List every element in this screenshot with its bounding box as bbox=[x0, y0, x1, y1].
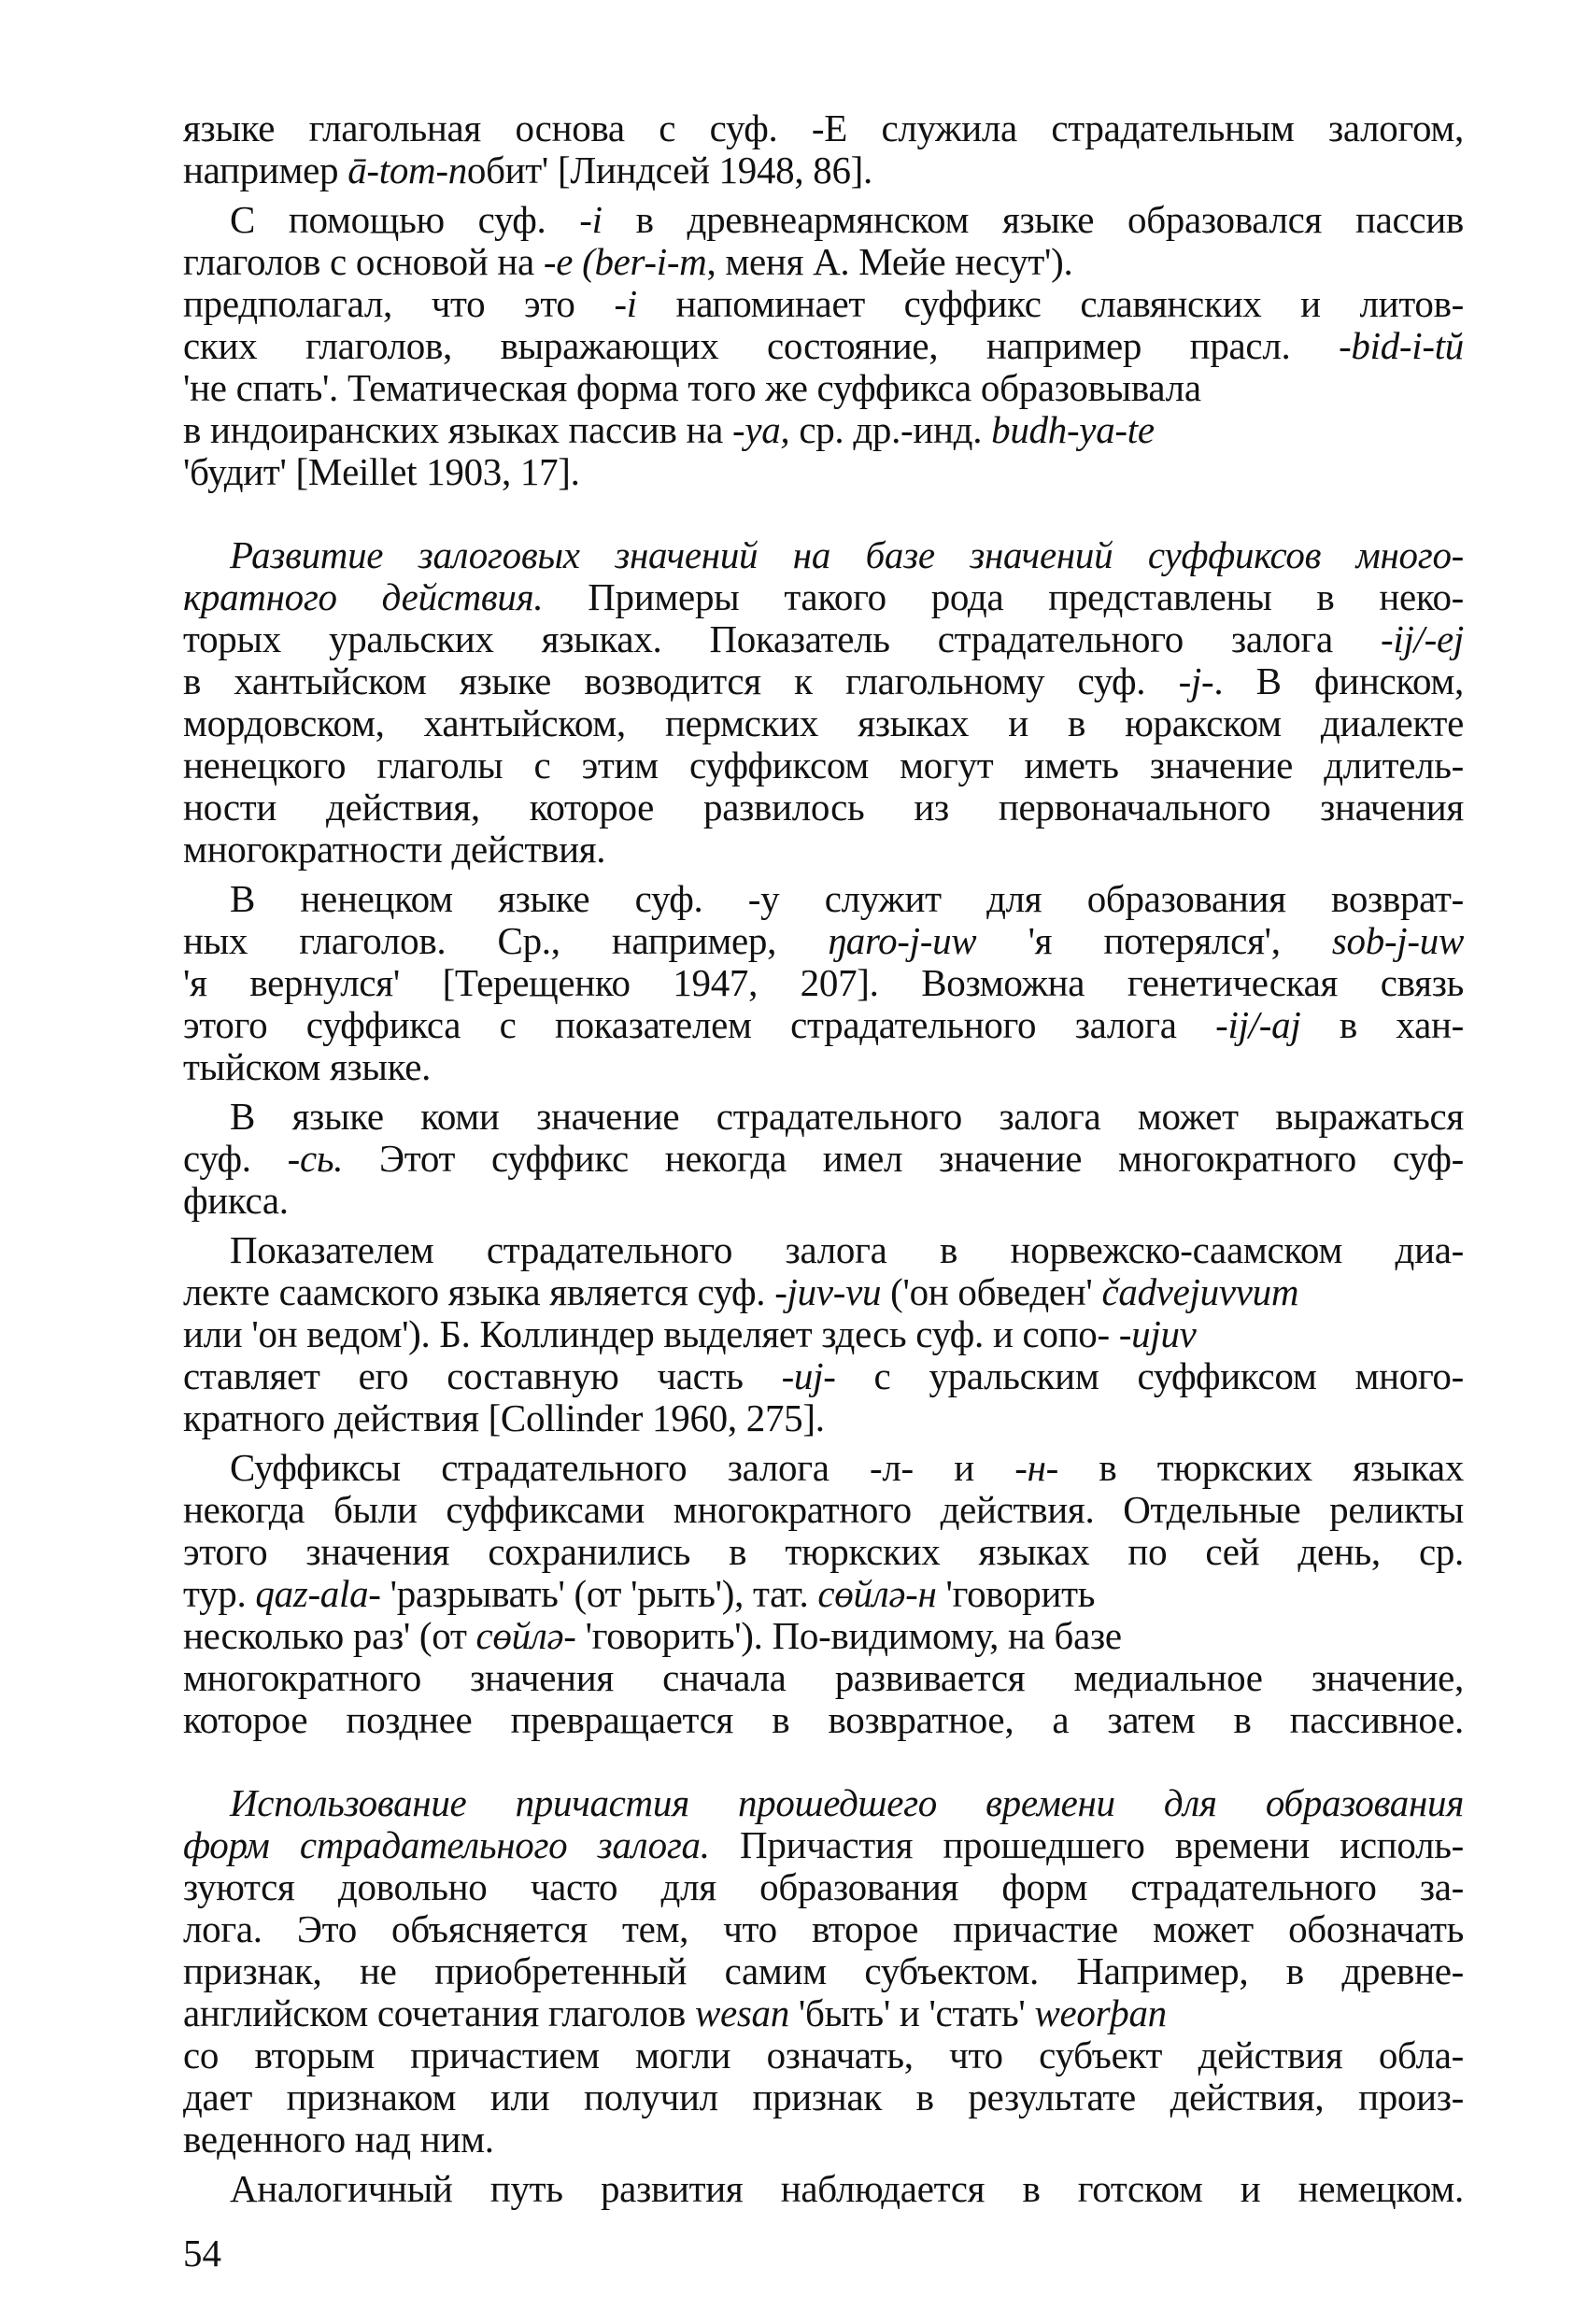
text-line bbox=[230, 1096, 1464, 1138]
text-line bbox=[183, 2076, 1464, 2119]
text-run: 'я вернулся' [Терещенко 1947, 207]. Возможна генетическая связь bbox=[183, 961, 1464, 1004]
text-run: В языке коми значение страдательного залога может выражаться bbox=[230, 1095, 1464, 1138]
text-run: ненецкого глаголы с этим суффиксом могут иметь значение длитель- bbox=[183, 744, 1464, 786]
text-run: 'говорить bbox=[936, 1572, 1096, 1615]
italic-term: -ya, bbox=[731, 408, 790, 451]
italic-term: čadvejuvvum bbox=[1101, 1270, 1299, 1313]
text-line bbox=[230, 2168, 1464, 2210]
text-run: английском сочетания глаголов bbox=[183, 1991, 695, 2034]
text-line bbox=[183, 786, 1464, 829]
italic-term: wesan bbox=[694, 1991, 789, 2034]
text-run: В ненецком языке суф. -у служит для образования возврат- bbox=[230, 877, 1464, 920]
text-run: ности действия, которое развилось из первоначального значения bbox=[183, 786, 1464, 829]
text-line bbox=[183, 1489, 1464, 1531]
text-run: которое позднее превращается в возвратное, а затем в пассивное. bbox=[183, 1698, 1464, 1741]
text-run: несколько раз' (от bbox=[183, 1614, 476, 1657]
text-run: 'разрывать' (от 'рыть'), тат. bbox=[380, 1572, 818, 1615]
text-run: многократного значения сначала развивается медиальное значение, bbox=[183, 1656, 1464, 1699]
text-line bbox=[230, 1447, 1464, 1489]
italic-term: qaz-ala- bbox=[255, 1572, 381, 1615]
text-line bbox=[183, 702, 1464, 744]
italic-term: -bid-i-tŭ bbox=[1339, 324, 1464, 367]
italic-term: сөйлә-н bbox=[817, 1572, 937, 1615]
text-line bbox=[183, 618, 1464, 660]
text-line bbox=[183, 149, 1464, 191]
italic-term: ŋaro-j-uw bbox=[828, 919, 977, 962]
text-line bbox=[183, 1908, 1464, 1950]
text-line bbox=[183, 2119, 1464, 2161]
italic-term: -e (ber-i-m bbox=[543, 240, 707, 283]
text-run: торых уральских языках. Показатель страдательного залога bbox=[183, 617, 1382, 660]
text-run: например bbox=[183, 149, 348, 191]
text-run: языке глагольная основа с суф. -Е служила страдательным залогом, bbox=[183, 106, 1464, 149]
text-run: 'я потерялся', bbox=[976, 919, 1332, 962]
text-run: ('он обведен' bbox=[881, 1270, 1102, 1313]
text-line bbox=[183, 1950, 1464, 1992]
text-run: фикса. bbox=[183, 1179, 289, 1222]
text-line bbox=[183, 829, 1464, 871]
text-run: глаголов с основой на bbox=[183, 240, 544, 283]
text-run: ставляет его составную часть bbox=[183, 1354, 782, 1397]
text-line bbox=[183, 1866, 1464, 1908]
text-run: ср. др.-инд. bbox=[789, 408, 992, 451]
text-run: суф. bbox=[183, 1137, 288, 1180]
italic-term: -н- bbox=[1014, 1446, 1058, 1489]
text-run: зуются довольно часто для образования форм страдательного за- bbox=[183, 1865, 1464, 1908]
text-run: напоминает суффикс славянских и литов- bbox=[636, 282, 1465, 325]
text-run: 'будит' [Meillet 1903, 17]. bbox=[183, 450, 580, 493]
text-run: 'говорить'). По-видимому, на базе bbox=[575, 1614, 1122, 1657]
text-run: лекте саамского языка является суф. bbox=[183, 1270, 775, 1313]
text-run: ных глаголов. Ср., например, bbox=[183, 919, 829, 962]
text-line bbox=[183, 1992, 1464, 2034]
text-line bbox=[183, 1271, 1464, 1313]
text-line bbox=[183, 1046, 1464, 1088]
text-run: предполагал, что это bbox=[183, 282, 615, 325]
text-line bbox=[183, 241, 1464, 283]
text-run: С помощью суф. bbox=[230, 198, 580, 241]
italic-term: -ujuv bbox=[1118, 1312, 1197, 1355]
text-run: дает признаком или получил признак в результате действия, произ- bbox=[183, 2076, 1464, 2119]
text-line bbox=[183, 107, 1464, 149]
text-line bbox=[183, 1313, 1464, 1355]
text-line bbox=[183, 576, 1464, 618]
text-run: или 'он ведом'). Б. Коллиндер выделяет здесь суф. и сопо- bbox=[183, 1312, 1119, 1355]
text-line bbox=[230, 1782, 1464, 1824]
text-line bbox=[183, 325, 1464, 367]
italic-term: -j- bbox=[1178, 659, 1214, 702]
text-line bbox=[183, 1004, 1464, 1046]
italic-term: ā-tom-n bbox=[347, 149, 467, 191]
italic-term: weorþan bbox=[1034, 1991, 1167, 2034]
text-line bbox=[183, 367, 1464, 409]
text-run: , меня А. Мейе несут'). bbox=[706, 240, 1073, 283]
text-run: в хантыйском языке возводится к глагольному суф. bbox=[183, 659, 1179, 702]
italic-term: кратного действия. bbox=[183, 575, 544, 618]
text-run: многократности действия. bbox=[183, 828, 606, 871]
text-run: тыйском языке. bbox=[183, 1045, 432, 1088]
text-line bbox=[183, 1138, 1464, 1180]
text-line bbox=[183, 744, 1464, 786]
text-run: тур. bbox=[183, 1572, 256, 1615]
text-line bbox=[183, 1824, 1464, 1866]
text-line bbox=[183, 451, 1464, 493]
italic-term: -i bbox=[579, 198, 603, 241]
italic-term: -i bbox=[614, 282, 637, 325]
italic-term: Развитие залоговых значений на базе значений суффиксов много- bbox=[230, 533, 1464, 576]
italic-term: -uj- bbox=[781, 1354, 836, 1397]
italic-term: -ij/-ej bbox=[1381, 617, 1464, 660]
text-run: признак, не приобретенный самим субъектом. Например, в древне- bbox=[183, 1949, 1464, 1992]
text-run: в древнеармянском языке образовался пассив bbox=[602, 198, 1464, 241]
text-run: мордовском, хантыйском, пермских языках и в юракском диалекте bbox=[183, 701, 1464, 744]
text-run: лога. Это объясняется тем, что второе причастие может обозначать bbox=[183, 1907, 1464, 1950]
text-run: веденного над ним. bbox=[183, 2118, 494, 2161]
text-run: в индоиранских языках пассив на bbox=[183, 408, 732, 451]
text-run: этого значения сохранились в тюркских языках по сей день, ср. bbox=[183, 1530, 1464, 1573]
text-line bbox=[183, 283, 1464, 325]
text-run: с уральским суффиксом много- bbox=[835, 1354, 1464, 1397]
text-line bbox=[183, 1699, 1464, 1741]
text-line bbox=[183, 660, 1464, 702]
italic-term: сөйлә- bbox=[475, 1614, 576, 1657]
text-run: Аналогичный путь развития наблюдается в готском и немецком. bbox=[230, 2167, 1464, 2210]
italic-term: -juv-vu bbox=[774, 1270, 882, 1313]
italic-term: sob-j-uw bbox=[1331, 919, 1464, 962]
text-run: некогда были суффиксами многократного действия. Отдельные реликты bbox=[183, 1488, 1464, 1531]
italic-term: -сь. bbox=[287, 1137, 344, 1180]
text-run: кратного действия [Collinder 1960, 275]. bbox=[183, 1396, 825, 1439]
text-line bbox=[183, 920, 1464, 962]
text-line bbox=[183, 1573, 1464, 1615]
text-line bbox=[183, 1531, 1464, 1573]
text-run: Показателем страдательного залога в норвежско-саамском диа- bbox=[230, 1228, 1464, 1271]
page-number: 54 bbox=[183, 2232, 221, 2274]
italic-term: Использование причастия прошедшего времени для образования bbox=[230, 1781, 1464, 1824]
italic-term: -ij/-aj bbox=[1215, 1003, 1301, 1046]
text-line bbox=[183, 1355, 1464, 1397]
text-line bbox=[230, 1229, 1464, 1271]
text-line bbox=[183, 962, 1464, 1004]
italic-term: форм страдательного залога. bbox=[183, 1823, 710, 1866]
text-run: 'не спать'. Тематическая форма того же суффикса образовывала bbox=[183, 366, 1201, 409]
text-line bbox=[183, 1397, 1464, 1439]
text-run: в тюркских языках bbox=[1057, 1446, 1464, 1489]
text-line bbox=[230, 534, 1464, 576]
text-line bbox=[183, 2034, 1464, 2076]
text-run: со вторым причастием могли означать, что субъект действия обла- bbox=[183, 2034, 1464, 2076]
text-run: ских глаголов, выражающих состояние, например прасл. bbox=[183, 324, 1340, 367]
text-run: Примеры такого рода представлены в неко- bbox=[543, 575, 1464, 618]
text-run: Этот суффикс некогда имел значение многократного суф- bbox=[343, 1137, 1464, 1180]
text-line bbox=[183, 409, 1464, 451]
text-run: Причастия прошедшего времени исполь- bbox=[709, 1823, 1464, 1866]
text-line bbox=[183, 1657, 1464, 1699]
italic-term: budh-ya-te bbox=[991, 408, 1155, 451]
text-run: . В финском, bbox=[1213, 659, 1464, 702]
text-line bbox=[183, 1615, 1464, 1657]
text-line bbox=[183, 1180, 1464, 1222]
text-run: обит' [Линдсей 1948, 86]. bbox=[466, 149, 872, 191]
text-line bbox=[230, 199, 1464, 241]
text-run: этого суффикса с показателем страдательного залога bbox=[183, 1003, 1216, 1046]
text-run: Суффиксы страдательного залога -л- и bbox=[230, 1446, 1015, 1489]
text-line bbox=[230, 878, 1464, 920]
text-run: в хан- bbox=[1300, 1003, 1464, 1046]
text-run: 'быть' и 'стать' bbox=[788, 1991, 1035, 2034]
